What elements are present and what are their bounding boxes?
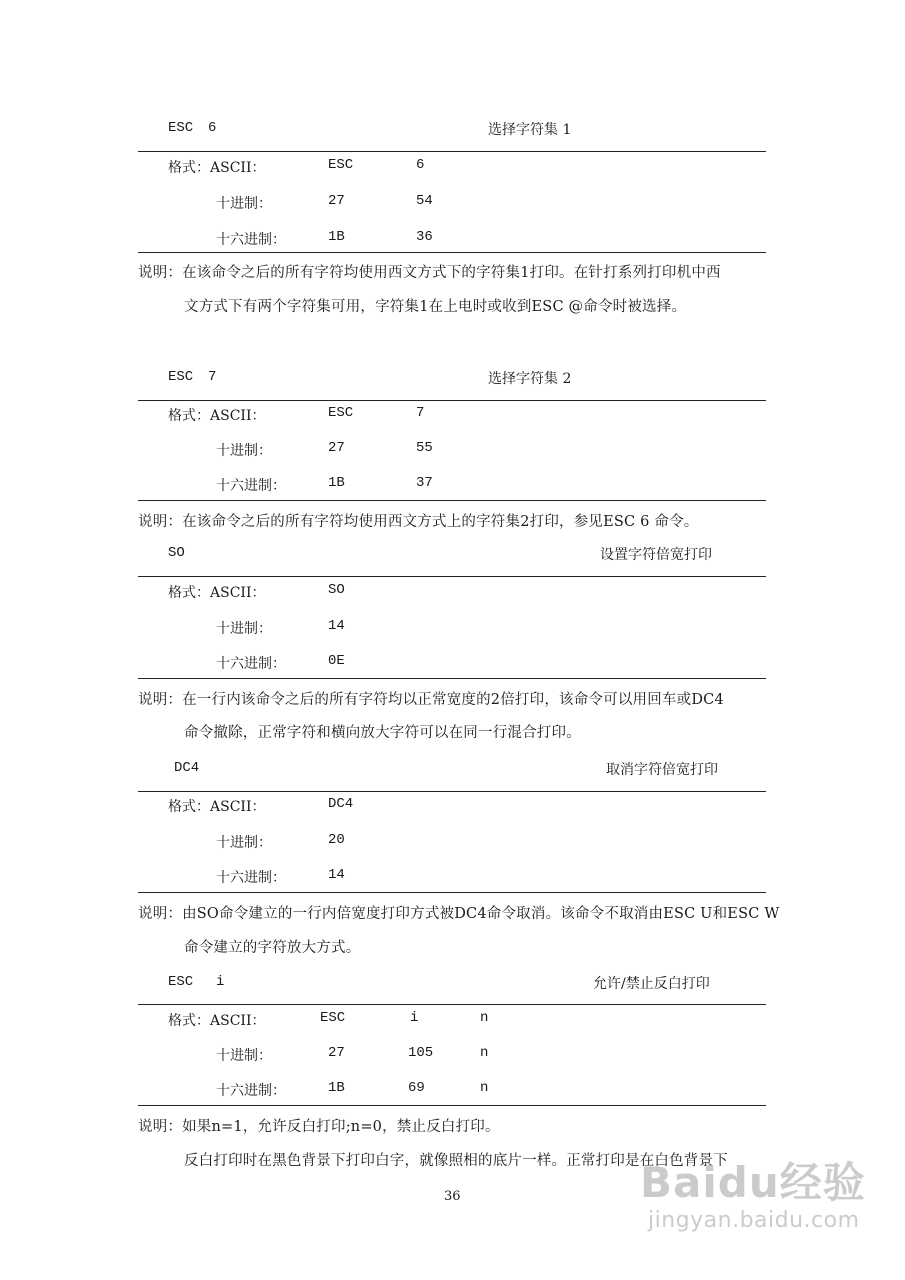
table-top-rule xyxy=(138,400,766,401)
ascii-value-2: 6 xyxy=(416,157,425,173)
ascii-value-1: SO xyxy=(328,582,345,598)
hex-label: 十六进制： xyxy=(216,870,286,886)
command-param: 7 xyxy=(208,369,217,385)
description-line-1: 说明：在一行内该命令之后的所有字符均以正常宽度的2倍打印，该命令可以用回车或DC4 xyxy=(138,692,724,708)
decimal-value-1: 20 xyxy=(328,832,345,848)
format-label: 格式：ASCII： xyxy=(168,160,266,176)
format-label: 格式：ASCII： xyxy=(168,799,266,815)
format-label: 格式：ASCII： xyxy=(168,585,266,601)
decimal-label: 十进制： xyxy=(216,196,272,212)
command-title: 取消字符倍宽打印 xyxy=(606,762,718,778)
table-top-rule xyxy=(138,576,766,577)
command-name: ESC xyxy=(168,120,194,136)
command-name: SO xyxy=(168,545,185,561)
description-line-1: 说明：如果n=1，允许反白打印;n=0，禁止反白打印。 xyxy=(138,1119,500,1135)
hex-value-2: 69 xyxy=(408,1080,425,1096)
description-line-1: 说明：在该命令之后的所有字符均使用西文方式下的字符集1打印。在针打系列打印机中西 xyxy=(138,265,721,281)
hex-value-1: 14 xyxy=(328,867,345,883)
command-name: ESC xyxy=(168,369,194,385)
hex-value-2: 36 xyxy=(416,229,433,245)
table-top-rule xyxy=(138,791,766,792)
ascii-value-1: DC4 xyxy=(328,796,354,812)
decimal-label: 十进制： xyxy=(216,443,272,459)
baidu-watermark xyxy=(640,1150,890,1260)
decimal-label: 十进制： xyxy=(216,621,272,637)
hex-value-1: 1B xyxy=(328,475,345,491)
hex-value-1: 1B xyxy=(328,229,345,245)
decimal-value-1: 27 xyxy=(328,1045,345,1061)
decimal-value-2: 55 xyxy=(416,440,433,456)
decimal-value-2: 54 xyxy=(416,193,433,209)
decimal-label: 十进制： xyxy=(216,835,272,851)
description-line-2: 反白打印时在黑色背景下打印白字，就像照相的底片一样。正常打印是在白色背景下 xyxy=(184,1153,728,1169)
description-line-2: 命令撤除，正常字符和横向放大字符可以在同一行混合打印。 xyxy=(184,725,581,741)
ascii-value-2: 7 xyxy=(416,405,425,421)
table-bottom-rule xyxy=(138,892,766,893)
table-bottom-rule xyxy=(138,500,766,501)
hex-label: 十六进制： xyxy=(216,656,286,672)
page-number: 36 xyxy=(444,1189,461,1204)
ascii-value-2: i xyxy=(410,1010,419,1026)
decimal-value-3: n xyxy=(480,1045,489,1061)
description-line-2: 命令建立的字符放大方式。 xyxy=(184,940,361,956)
command-title: 选择字符集 2 xyxy=(488,371,572,387)
hex-label: 十六进制： xyxy=(216,478,286,494)
ascii-value-3: n xyxy=(480,1010,489,1026)
table-top-rule xyxy=(138,1004,766,1005)
table-top-rule xyxy=(138,151,766,152)
table-bottom-rule xyxy=(138,1105,766,1106)
table-bottom-rule xyxy=(138,678,766,679)
hex-label: 十六进制： xyxy=(216,1083,286,1099)
format-label: 格式：ASCII： xyxy=(168,1013,266,1029)
watermark-url: jingyan.baidu.com xyxy=(648,1208,860,1233)
decimal-value-2: 105 xyxy=(408,1045,434,1061)
hex-value-1: 1B xyxy=(328,1080,345,1096)
description-line-2: 文方式下有两个字符集可用，字符集1在上电时或收到ESC @命令时被选择。 xyxy=(184,299,687,315)
description-line-1: 说明：由SO命令建立的一行内倍宽度打印方式被DC4命令取消。该命令不取消由ESC U和ESC W xyxy=(138,906,780,922)
decimal-value-1: 14 xyxy=(328,618,345,634)
command-title: 选择字符集 1 xyxy=(488,122,572,138)
command-name: ESC xyxy=(168,974,194,990)
decimal-value-1: 27 xyxy=(328,440,345,456)
ascii-value-1: ESC xyxy=(320,1010,346,1026)
hex-label: 十六进制： xyxy=(216,232,286,248)
hex-value-2: 37 xyxy=(416,475,433,491)
decimal-value-1: 27 xyxy=(328,193,345,209)
format-label: 格式：ASCII： xyxy=(168,408,266,424)
ascii-value-1: ESC xyxy=(328,157,354,173)
watermark-logo: Baidu经验 xyxy=(640,1158,866,1207)
command-title: 设置字符倍宽打印 xyxy=(600,547,712,563)
command-param: 6 xyxy=(208,120,217,136)
table-bottom-rule xyxy=(138,252,766,253)
hex-value-1: 0E xyxy=(328,653,345,669)
command-name: DC4 xyxy=(174,760,200,776)
command-title: 允许/禁止反白打印 xyxy=(593,976,710,992)
hex-value-3: n xyxy=(480,1080,489,1096)
ascii-value-1: ESC xyxy=(328,405,354,421)
command-param: i xyxy=(216,974,225,990)
decimal-label: 十进制： xyxy=(216,1048,272,1064)
description-line-1: 说明：在该命令之后的所有字符均使用西文方式上的字符集2打印，参见ESC 6 命令。 xyxy=(138,514,699,530)
